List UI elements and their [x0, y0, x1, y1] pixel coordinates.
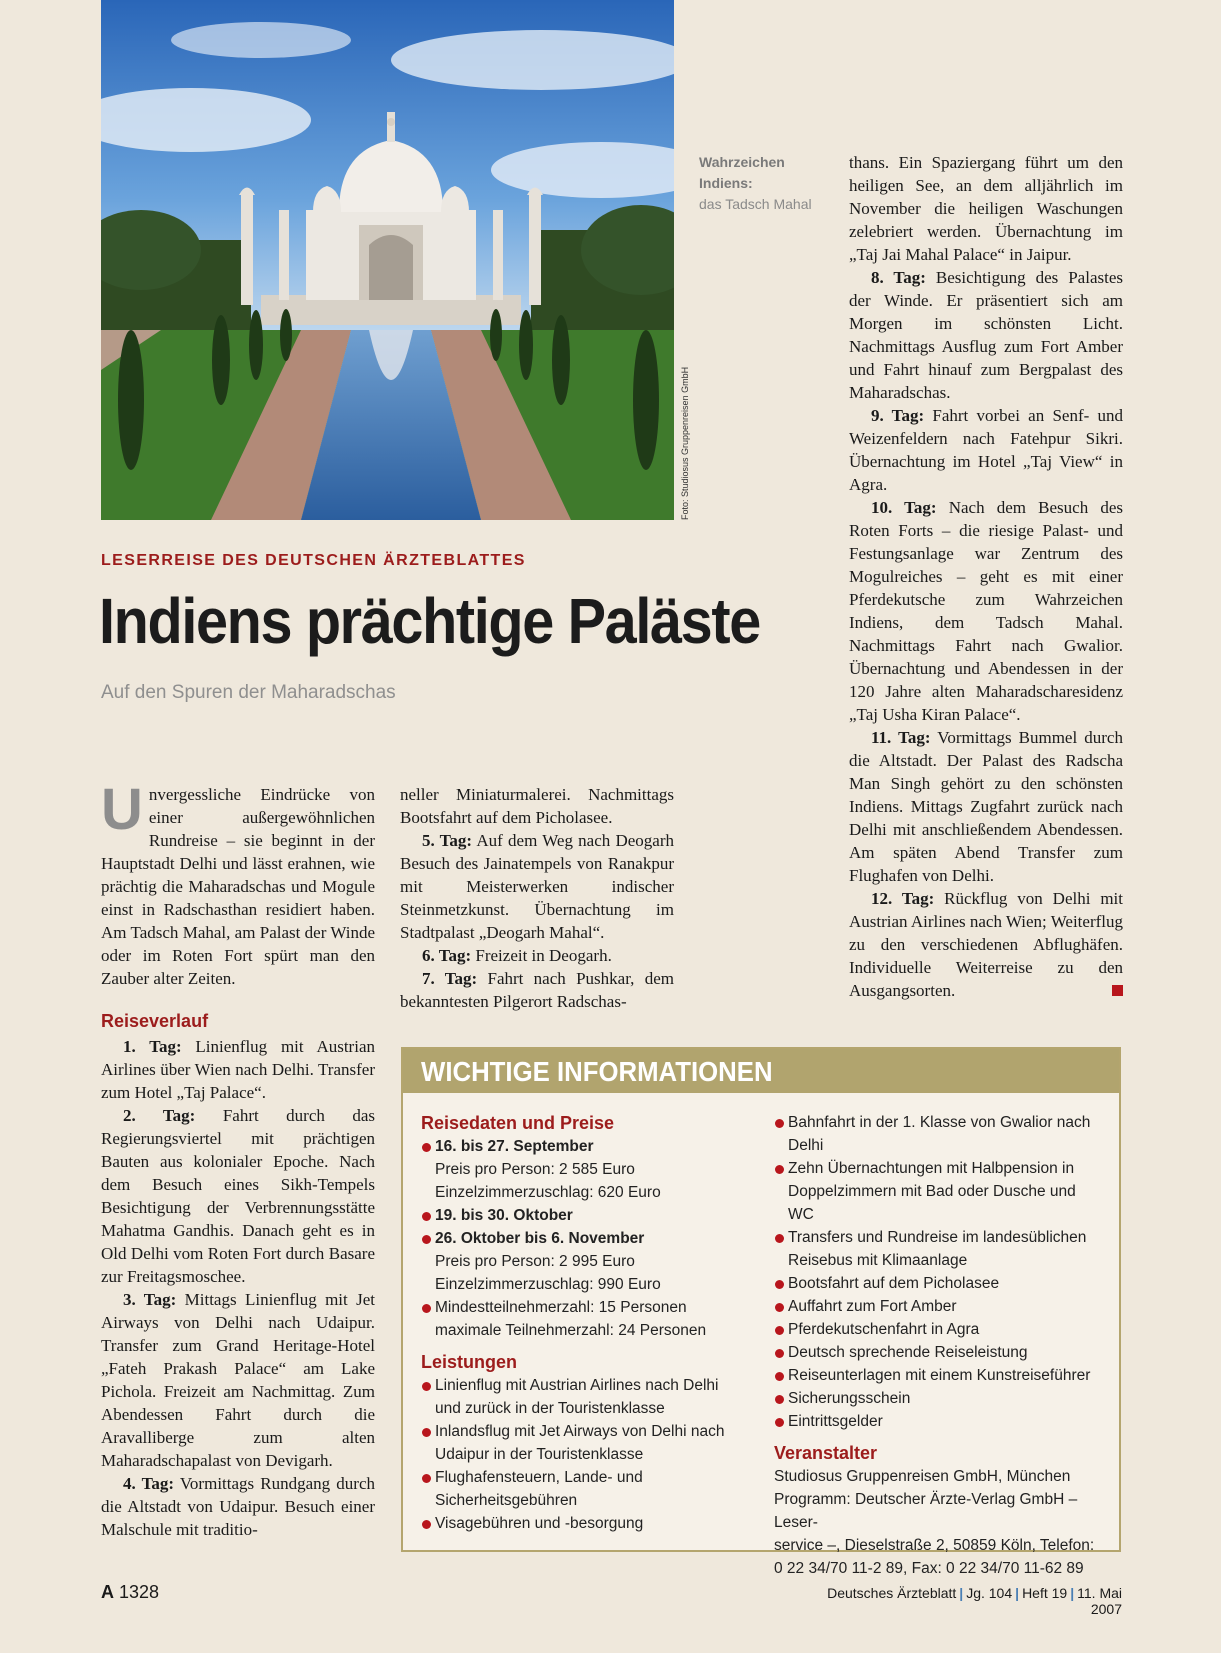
photo-credit-text: Foto: Studiosus Gruppenreisen GmbH — [680, 366, 690, 520]
organizer-line: 0 22 34/70 11-2 89, Fax: 0 22 34/70 11-62 89 — [774, 1560, 1084, 1577]
day-4-start: 4. Tag: Vormittags Rundgang durch die Altstadt von Udaipur. Besuch einer Malschule mit traditio- — [101, 1474, 375, 1539]
headline: Indiens prächtige Paläste — [99, 585, 760, 657]
service-item: Sicherungsschein — [774, 1387, 1104, 1410]
date-item-2: 19. bis 30. Oktober — [421, 1204, 731, 1227]
photo-credit — [676, 366, 690, 520]
intro-paragraph — [101, 777, 375, 990]
page-number — [101, 1582, 159, 1603]
intro-text: nvergessliche Eindrücke von einer außergewöhnlichen Rundreise – sie beginnt in der Hauptstadt Delhi und lässt erahnen, wie prächtig die Maharadschas und Mogule einst in Radschasthan residiert haben. Am Tadsch Mahal, am Palast der Winde oder im Roten Fort spürt man den Zauber alter Zeiten. — [101, 785, 375, 988]
service-item: Auffahrt zum Fort Amber — [774, 1295, 1104, 1318]
day-5: 5. Tag: Auf dem Weg nach Deogarh Besuch des Jainatempels von Ranakpur mit Meisterwerken indischer Steinmetzkunst. Übernachtung im Stadtpalast „Deogarh Mahal“. — [400, 831, 675, 942]
service-item: Inlandsflug mit Jet Airways von Delhi nach Udaipur in der Touristenklasse — [421, 1420, 731, 1466]
organizer-heading: Veranstalter — [774, 1443, 878, 1463]
service-item: Zehn Übernachtungen mit Halbpension in Doppelzimmern mit Bad oder Dusche und WC — [774, 1157, 1104, 1226]
day-3: 3. Tag: Mittags Linienflug mit Jet Airways von Delhi nach Udaipur. Transfer zum Grand Heritage-Hotel „Fateh Prakash Palace“ am Lake Pichola. Freizeit am Nachmittag. Zum Abendessen Fahrt durch die Aravalliberge zum alten Maharadschapalast von Devigarh. — [101, 1290, 376, 1470]
day-1: 1. Tag: Linienflug mit Austrian Airlines über Wien nach Delhi. Transfer zum Hotel „Taj Palace“. — [101, 1037, 375, 1102]
day-4-end: neller Miniaturmalerei. Nachmittags Bootsfahrt auf dem Picholasee. — [400, 785, 674, 827]
day-2: 2. Tag: Fahrt durch das Regierungsviertel mit prächtigen Bauten aus kolonialer Epoche. Nach dem Besuch eines Sikh-Tempels Besichtigung der Verbrennungsstätte Mahatma Gandhis. Danach geht es in Old Delhi vom Roten Fort durch Basare zur Freitagsmoschee. — [101, 1106, 375, 1286]
service-item: Bahnfahrt in der 1. Klasse von Gwalior nach Delhi — [774, 1111, 1104, 1157]
service-item: Reiseunterlagen mit einem Kunstreiseführer — [774, 1364, 1104, 1387]
kicker: LESERREISE DES DEUTSCHEN ÄRZTEBLATTES — [101, 552, 526, 569]
date-1-supplement: Einzelzimmerzuschlag: 620 Euro — [435, 1184, 661, 1201]
service-item: Transfers und Rundreise im landesüblichen Reisebus mit Klimaanlage — [774, 1226, 1104, 1272]
separator: | — [1070, 1585, 1075, 1601]
day-7-end: thans. Ein Spaziergang führt um den heiligen See, an dem alljährlich im November die heiligen Waschungen zelebriert werden. Übernachtung im „Taj Jai Mahal Palace“ in Jaipur. — [849, 153, 1123, 264]
dates-heading: Reisedaten und Preise — [421, 1113, 615, 1133]
itinerary-heading: Reiseverlauf — [101, 1011, 209, 1031]
services-heading: Leistungen — [421, 1352, 518, 1372]
date-item-1: 16. bis 27. September — [421, 1135, 731, 1158]
dropcap: U — [101, 777, 143, 842]
caption-title: Wahrzeichen Indiens: — [699, 154, 785, 191]
date-item-3: 26. Oktober bis 6. November — [421, 1227, 731, 1250]
page-prefix: A — [101, 1582, 114, 1602]
service-item: Pferdekutschenfahrt in Agra — [774, 1318, 1104, 1341]
service-item: Eintrittsgelder — [774, 1410, 1104, 1433]
text-column-2 — [400, 783, 674, 1013]
participants-min: Mindestteilnehmerzahl: 15 Personen — [421, 1296, 731, 1319]
subtitle: Auf den Spuren der Maharadschas — [101, 682, 396, 703]
text-column-1 — [101, 777, 376, 1541]
date-1-price: Preis pro Person: 2 585 Euro — [435, 1161, 635, 1178]
info-box-title: WICHTIGE INFORMATIONEN — [421, 1056, 773, 1087]
separator: | — [1015, 1585, 1020, 1601]
day-11: 11. Tag: Vormittags Bummel durch die Altstadt. Der Palast des Radscha Man Singh gehört zu den schönsten Indiens. Mittags Zugfahrt zurück nach Delhi mit anschließendem Abendessen. Am späten Abend Transfer zum Flughafen von Delhi. — [849, 728, 1123, 885]
page-number-value: 1328 — [119, 1582, 160, 1602]
date-3-supplement: Einzelzimmerzuschlag: 990 Euro — [435, 1276, 661, 1293]
day-10: 10. Tag: Nach dem Besuch des Roten Forts – die riesige Palast- und Festungsanlage war Zentrum des Mogulreiches – geht es mit einer Pferdekutsche zum Wahrzeichen Indiens, dem Tadsch Mahal. Nachmittags Fahrt nach Gwalior. Übernachtung und Abendessen in der 120 Jahre alten Maharadscharesidenz „Taj Usha Kiran Palace“. — [849, 498, 1124, 724]
text-column-3 — [849, 151, 1123, 1002]
service-item: Bootsfahrt auf dem Picholasee — [774, 1272, 1104, 1295]
day-7-start: 7. Tag: Fahrt nach Pushkar, dem bekanntesten Pilgerort Radschas- — [400, 969, 674, 1011]
journal-date: 11. Mai 2007 — [1077, 1585, 1122, 1617]
day-8: 8. Tag: Besichtigung des Palastes der Winde. Er präsentiert sich am Morgen im schönsten Licht. Nachmittags Ausflug zum Fort Amber und Fahrt hinauf zum Bergpalast des Maharadschas. — [849, 268, 1123, 402]
service-item: Deutsch sprechende Reiseleistung — [774, 1341, 1104, 1364]
date-3-price: Preis pro Person: 2 995 Euro — [435, 1253, 635, 1270]
participants-max: maximale Teilnehmerzahl: 24 Personen — [435, 1322, 707, 1339]
photo-caption — [699, 152, 819, 215]
separator: | — [959, 1585, 964, 1601]
service-item: Flughafensteuern, Lande- und Sicherheitsgebühren — [421, 1466, 731, 1512]
organizer-line: Studiosus Gruppenreisen GmbH, München — [774, 1468, 1071, 1485]
info-box-title-bar — [403, 1049, 1119, 1093]
info-box-right-column — [774, 1111, 1104, 1580]
info-box — [401, 1047, 1121, 1577]
journal-issue: Heft 19 — [1022, 1585, 1068, 1601]
day-6: 6. Tag: Freizeit in Deogarh. — [422, 946, 612, 965]
caption-text: das Tadsch Mahal — [699, 196, 812, 212]
organizer-line: Programm: Deutscher Ärzte-Verlag GmbH – Leser- — [774, 1491, 1078, 1531]
info-box-left-column — [421, 1111, 731, 1535]
service-item: Linienflug mit Austrian Airlines nach Delhi und zurück in der Touristenklasse — [421, 1374, 731, 1420]
taj-mahal-photo — [101, 0, 674, 520]
service-item: Visagebühren und -besorgung — [421, 1512, 731, 1535]
journal-name: Deutsches Ärzteblatt — [827, 1585, 957, 1601]
journal-info — [824, 1585, 1122, 1617]
day-9: 9. Tag: Fahrt vorbei an Senf- und Weizenfeldern nach Fatehpur Sikri. Übernachtung im Hotel „Taj View“ in Agra. — [849, 406, 1124, 494]
end-mark — [1112, 985, 1123, 996]
organizer-line: service –, Dieselstraße 2, 50859 Köln, Telefon: — [774, 1537, 1095, 1554]
day-12: 12. Tag: Rückflug von Delhi mit Austrian Airlines nach Wien; Weiterflug zu den verschiedenen Abflughäfen. Individuelle Weiterreise zu den Ausgangsorten. — [849, 889, 1123, 1000]
journal-volume: Jg. 104 — [966, 1585, 1013, 1601]
